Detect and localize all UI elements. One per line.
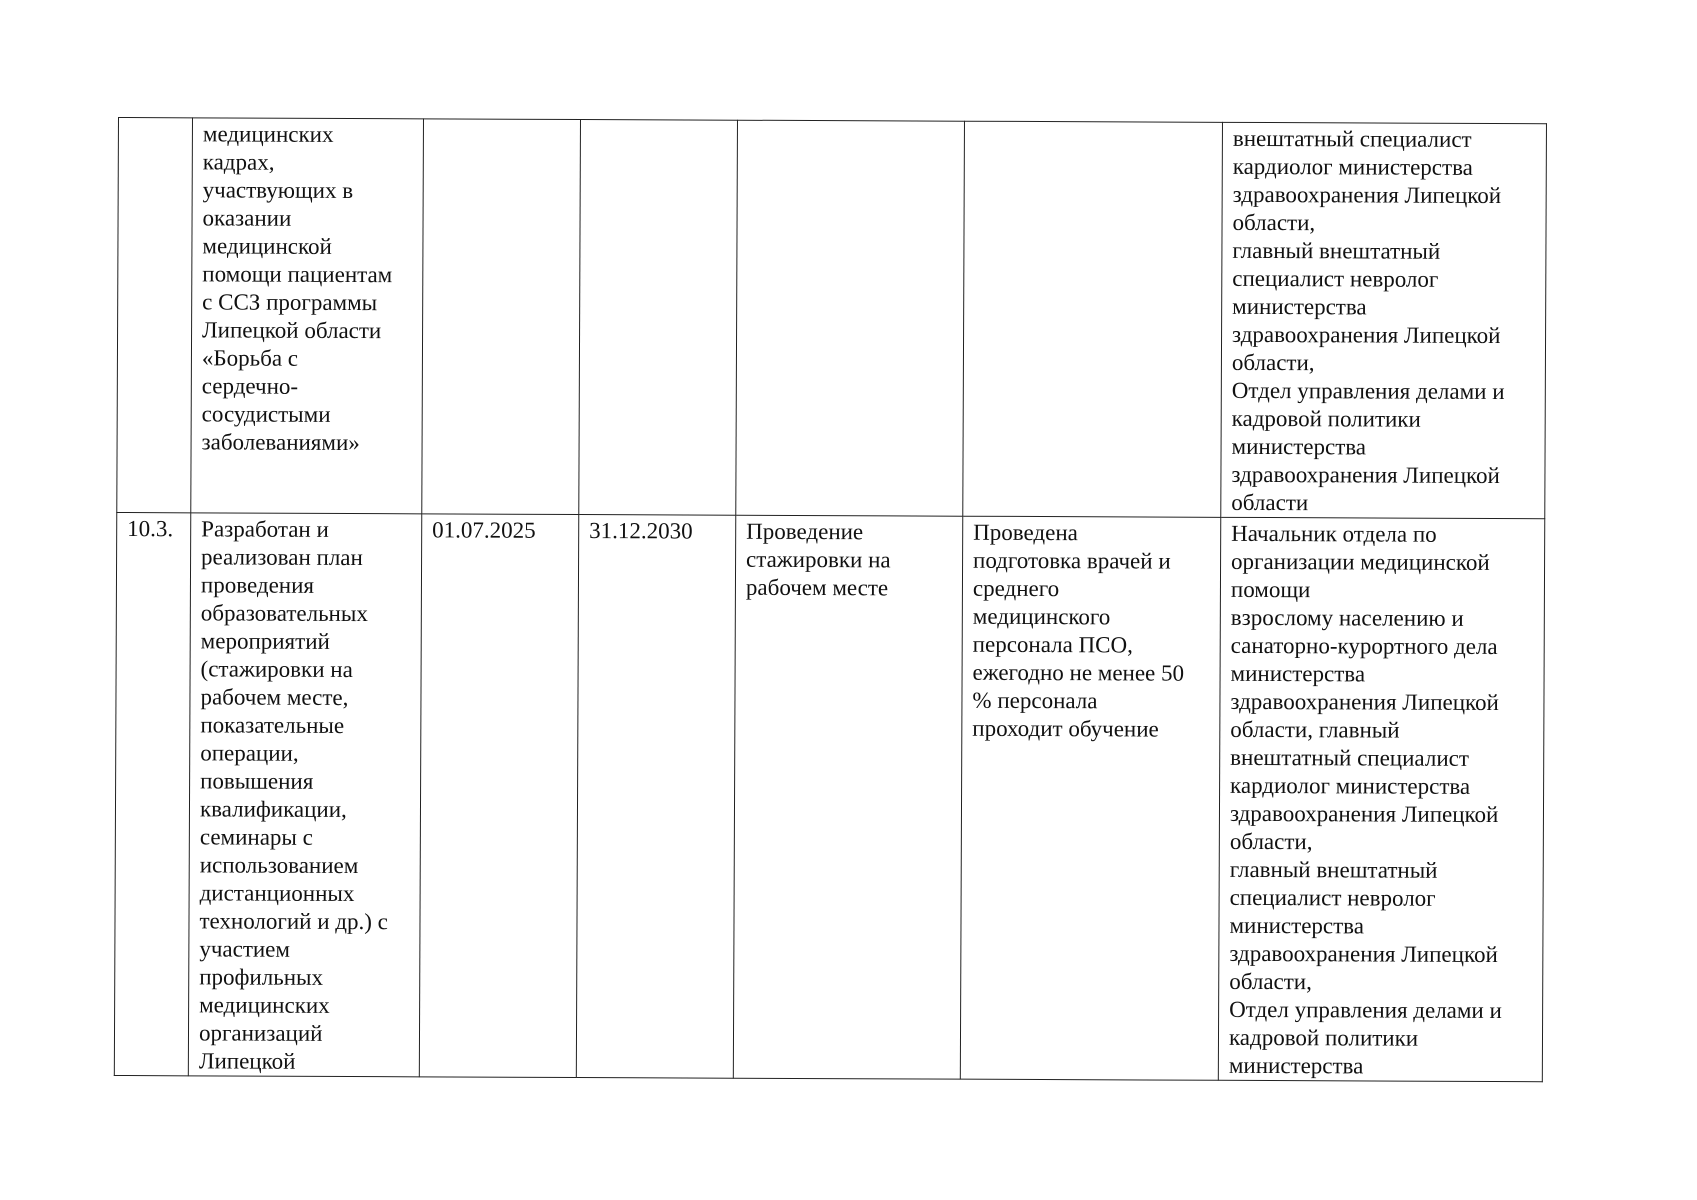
row-number-cell: 10.3. xyxy=(114,512,190,1075)
table-row xyxy=(114,512,1544,1081)
event-cell: медицинских кадрах, участвующих в оказании медицинской помощи пациентам с ССЗ программы Липецкой области «Борьба с сердечно- сосудистыми заболеваниями» xyxy=(191,118,424,514)
responsible-cell: Начальник отдела по организации медицинской помощи взрослому населению и санаторно-курортного дела министерства здравоохранения Липецкой области, главный внештатный специалист кардиолог министерства здравоохранения Липецкой области, главный внештатный специалист невролог министерства здравоохранения Липецкой области, Отдел управления делами и кадровой политики министерства xyxy=(1218,517,1544,1081)
result-cell: Проведена подготовка врачей и среднего медицинского персонала ПСО, ежегодно не менее 50 % персонала проходит обучение xyxy=(960,516,1220,1080)
end-date-cell: 31.12.2030 xyxy=(576,515,735,1079)
end-date-cell xyxy=(579,120,738,516)
event-cell: Разработан и реализован план проведения образовательных мероприятий (стажировки на рабочем месте, показательные операции, повышения квалификации, семинары с использованием дистанционных технологий и др.) с участием профильных медицинских организаций Липецкой xyxy=(188,513,421,1077)
table-row xyxy=(117,118,1547,519)
start-date-cell xyxy=(422,119,581,515)
characteristic-cell xyxy=(736,120,965,516)
result-cell xyxy=(963,121,1223,517)
characteristic-cell: Проведение стажировки на рабочем месте xyxy=(733,515,962,1079)
responsible-cell: внештатный специалист кардиолог министерства здравоохранения Липецкой области, главный внештатный специалист невролог министерства здравоохранения Липецкой области, Отдел управления делами и кадровой политики министерства здравоохранения Липецкой области xyxy=(1221,122,1547,518)
start-date-cell: 01.07.2025 xyxy=(419,514,578,1078)
row-number-cell xyxy=(117,118,193,513)
plan-table xyxy=(114,117,1547,1082)
